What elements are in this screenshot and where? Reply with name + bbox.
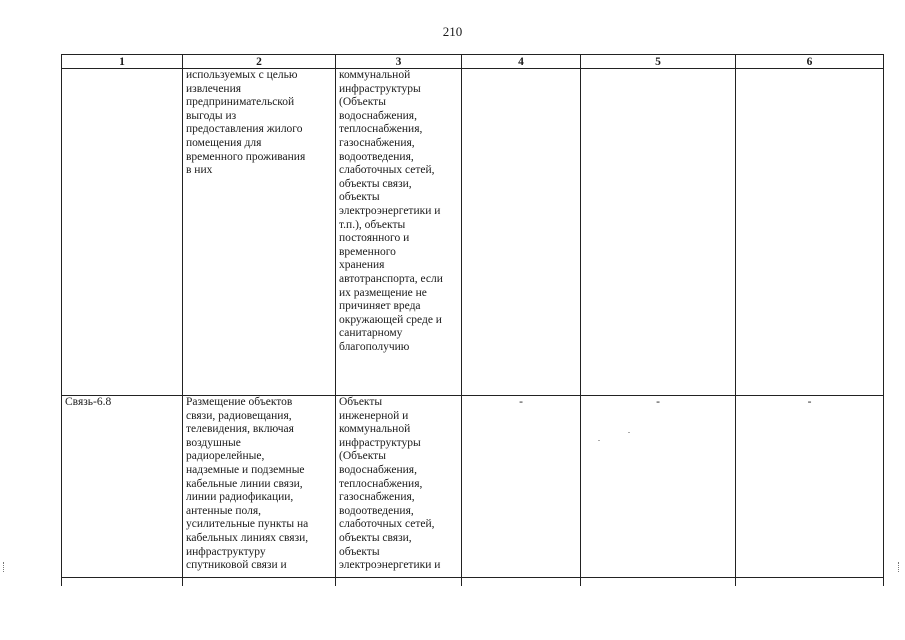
document-table <box>61 54 884 586</box>
cell-text-line: электроэнергетики и <box>339 204 441 217</box>
cell-text-line: (Объекты <box>339 450 386 463</box>
cell-text-line: водоотведения, <box>339 504 414 517</box>
cell-text-line: водоснабжения, <box>339 109 417 122</box>
table-header-row <box>62 55 884 69</box>
cell-text-line: причиняет вреда <box>339 300 421 313</box>
cell-use-type <box>62 396 183 587</box>
cell-text-line: временного проживания <box>186 150 306 163</box>
cell-text-line: кабельных линиях связи, <box>186 531 309 544</box>
table-row <box>62 69 884 396</box>
cell-text-line: объекты <box>339 191 380 204</box>
cell-text-line: помещения для <box>186 136 262 149</box>
cell-col5 <box>581 69 736 396</box>
cell-text-line: инфраструктуру <box>186 545 266 558</box>
cell-text-line: газоснабжения, <box>339 491 415 504</box>
cell-text-line: предпринимательской <box>186 96 295 109</box>
cell-text-line: кабельные линии связи, <box>186 477 303 490</box>
column-header-6: 6 <box>736 55 884 69</box>
cell-text-line: водоотведения, <box>339 150 414 163</box>
cell-text-line: выгоды из <box>186 109 237 122</box>
cell-text-line: теплоснабжения, <box>339 477 423 490</box>
cell-text-line: водоснабжения, <box>339 463 417 476</box>
cell-text-line: постоянного и <box>339 232 410 245</box>
column-header-3: 3 <box>336 55 462 69</box>
cell-text-line: инфраструктуры <box>339 82 421 95</box>
cell-text-line: связи, радиовещания, <box>186 409 292 422</box>
cell-text-line: радиорелейные, <box>186 450 265 463</box>
cell-text-line: извлечения <box>186 82 242 95</box>
column-header-5: 5 <box>581 55 736 69</box>
cell-text-line: линии радиофикации, <box>186 491 294 504</box>
cell-text-line: газоснабжения, <box>339 136 415 149</box>
cell-col6: - <box>736 396 884 587</box>
cell-text-line: электроэнергетики и <box>339 559 441 572</box>
cell-text-line: санитарному <box>339 327 403 340</box>
cell-col6 <box>736 69 884 396</box>
column-header-2: 2 <box>183 55 336 69</box>
cell-col5: - <box>581 396 736 587</box>
cell-text-line: коммунальной <box>339 423 411 436</box>
cell-text-line: надземные и подземные <box>186 463 305 476</box>
cell-text-line: их размещение не <box>339 286 427 299</box>
cell-col4 <box>462 69 581 396</box>
cell-text-line: Связь-6.8 <box>65 396 112 408</box>
cell-text-line: объекты <box>339 545 380 558</box>
cell-text-line: объекты связи, <box>339 531 412 544</box>
cell-text-line: спутниковой связи и <box>186 559 287 572</box>
cell-description <box>183 69 336 396</box>
column-header-1: 1 <box>62 55 183 69</box>
cell-text-line: используемых с целью <box>186 69 298 81</box>
cell-text-line: слаботочных сетей, <box>339 518 435 531</box>
cell-text-line: Размещение объектов <box>186 396 293 408</box>
cell-text-line: в них <box>186 164 213 177</box>
cell-text-line: (Объекты <box>339 96 386 109</box>
scan-speck <box>598 440 600 441</box>
scan-margin-mark <box>3 562 6 572</box>
cell-use-type <box>62 69 183 396</box>
table-row <box>62 396 884 587</box>
page-number: 210 <box>442 24 463 39</box>
cell-text-line: антенные поля, <box>186 504 262 517</box>
cell-text-line: т.п.), объекты <box>339 218 406 231</box>
cell-text-line: инженерной и <box>339 409 409 422</box>
cell-text-line: окружающей среде и <box>339 313 442 326</box>
scan-margin-mark <box>898 562 901 572</box>
cell-text-line: воздушные <box>186 436 241 449</box>
cell-text-line: телевидения, включая <box>186 423 294 436</box>
cell-text-line: теплоснабжения, <box>339 123 423 136</box>
cell-text-line: Объекты <box>339 396 383 408</box>
cell-text-line: слаботочных сетей, <box>339 164 435 177</box>
cell-text-line: предоставления жилого <box>186 123 303 136</box>
cell-col4: - <box>462 396 581 587</box>
cell-text-line: автотранспорта, если <box>339 272 443 285</box>
cell-text-line: усилительные пункты на <box>186 518 309 531</box>
cell-description <box>183 396 336 587</box>
cell-text-line: коммунальной <box>339 69 411 81</box>
table-bottom-border <box>61 577 883 578</box>
cell-text-line: благополучию <box>339 340 410 353</box>
scan-speck <box>628 432 630 433</box>
cell-text-line: объекты связи, <box>339 177 412 190</box>
column-header-4: 4 <box>462 55 581 69</box>
cell-text-line: хранения <box>339 259 385 272</box>
cell-auxiliary-uses <box>336 396 462 587</box>
cell-text-line: инфраструктуры <box>339 436 421 449</box>
cell-text-line: временного <box>339 245 396 258</box>
cell-auxiliary-uses <box>336 69 462 396</box>
